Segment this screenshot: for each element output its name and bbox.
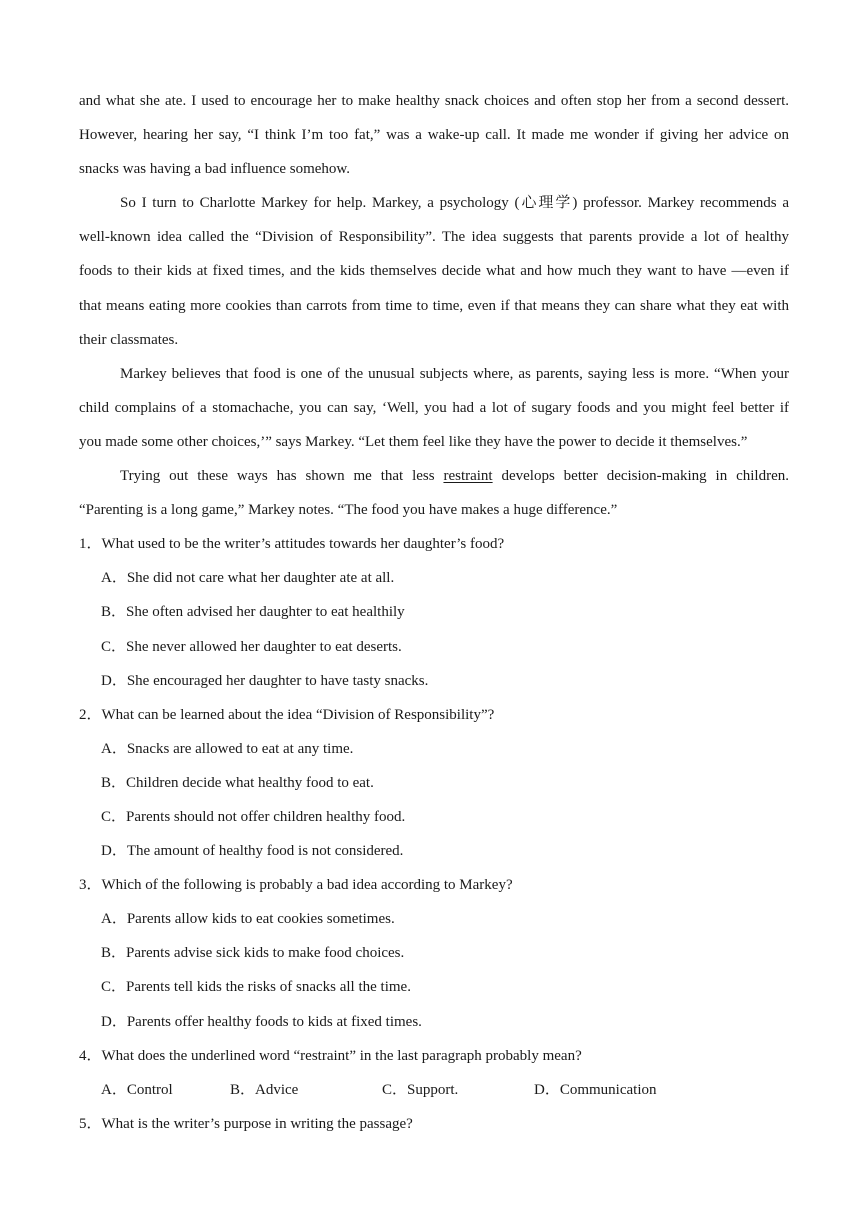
question-stem: 3．Which of the following is probably a bad idea according to Markey? (79, 877, 513, 894)
option-row (79, 1073, 789, 1107)
paragraph-line: well-known idea called the “Division of Responsibility”. The idea suggests that parents provide a lot of healthy (79, 229, 789, 246)
question-3 (79, 868, 789, 1038)
paragraph-line: “Parenting is a long game,” Markey notes. “The food you have makes a huge difference.” (79, 502, 618, 519)
underlined-word: restraint (443, 468, 493, 485)
text-segment: Trying out these ways has shown me that less (120, 468, 444, 485)
option-b: B．She often advised her daughter to eat healthily (101, 604, 405, 621)
paragraph-line: you made some other choices,’” says Markey. “Let them feel like they have the power to decide it themselves.” (79, 433, 748, 450)
option-d: D．The amount of healthy food is not considered. (101, 843, 404, 860)
question-stem: 1．What used to be the writer’s attitudes towards her daughter’s food? (79, 536, 505, 553)
paragraph-line: and what she ate. I used to encourage her to make healthy snack choices and often stop her from a second dessert. (79, 93, 789, 109)
paragraph-line: foods to their kids at fixed times, and the kids themselves decide what and how much they want to have —even if (79, 263, 789, 280)
option-c: C．Parents tell kids the risks of snacks all the time. (101, 979, 411, 996)
option-c: C．She never allowed her daughter to eat deserts. (101, 638, 402, 655)
option-a: A．Snacks are allowed to eat at any time. (101, 740, 354, 757)
paragraph-line: So I turn to Charlotte Markey for help. Markey, a psychology (心理学) professor. Markey recommends a (120, 195, 789, 212)
paragraph-line: snacks was having a bad influence somehow. (79, 161, 351, 178)
question-5 (79, 1107, 789, 1141)
question-1 (79, 527, 789, 697)
option-c: C．Parents should not offer children healthy food. (101, 808, 406, 825)
passage-paragraph-2 (79, 186, 789, 356)
question-stem: 4．What does the underlined word “restraint” in the last paragraph probably mean? (79, 1047, 582, 1064)
option-b: B．Children decide what healthy food to eat. (101, 774, 374, 791)
option-b: B．Advice (230, 1081, 299, 1098)
paragraph-line: However, hearing her say, “I think I’m too fat,” was a wake-up call. It made me wonder if giving her advice on (79, 127, 789, 144)
option-b: B．Parents advise sick kids to make food choices. (101, 945, 405, 962)
option-a: A．Control (101, 1081, 173, 1098)
option-d: D．She encouraged her daughter to have tasty snacks. (101, 672, 429, 689)
text-segment: develops better decision-making in children. (492, 468, 789, 485)
passage-paragraph-4 (79, 459, 789, 527)
paragraph-line (79, 459, 789, 493)
passage-paragraph-3 (79, 357, 789, 459)
option-a: A．She did not care what her daughter ate at all. (101, 570, 395, 587)
question-2 (79, 698, 789, 868)
paragraph-line: their classmates. (79, 331, 179, 348)
paragraph-line: Markey believes that food is one of the unusual subjects where, as parents, saying less is more. “When your (120, 365, 789, 382)
option-c: C．Support. (382, 1081, 459, 1098)
document-content (79, 84, 789, 1141)
question-stem: 2．What can be learned about the idea “Division of Responsibility”? (79, 706, 495, 723)
option-d: D．Parents offer healthy foods to kids at fixed times. (101, 1013, 422, 1030)
option-a: A．Parents allow kids to eat cookies sometimes. (101, 911, 395, 928)
paragraph-line: that means eating more cookies than carrots from time to time, even if that means they can share what they eat with (79, 297, 789, 314)
question-4 (79, 1039, 789, 1107)
option-d: D．Communication (534, 1081, 657, 1098)
question-stem: 5．What is the writer’s purpose in writing the passage? (79, 1115, 413, 1132)
passage-paragraph-1 (79, 84, 789, 186)
paragraph-line: child complains of a stomachache, you can say, ‘Well, you had a lot of sugary foods and you might feel better if (79, 399, 789, 416)
